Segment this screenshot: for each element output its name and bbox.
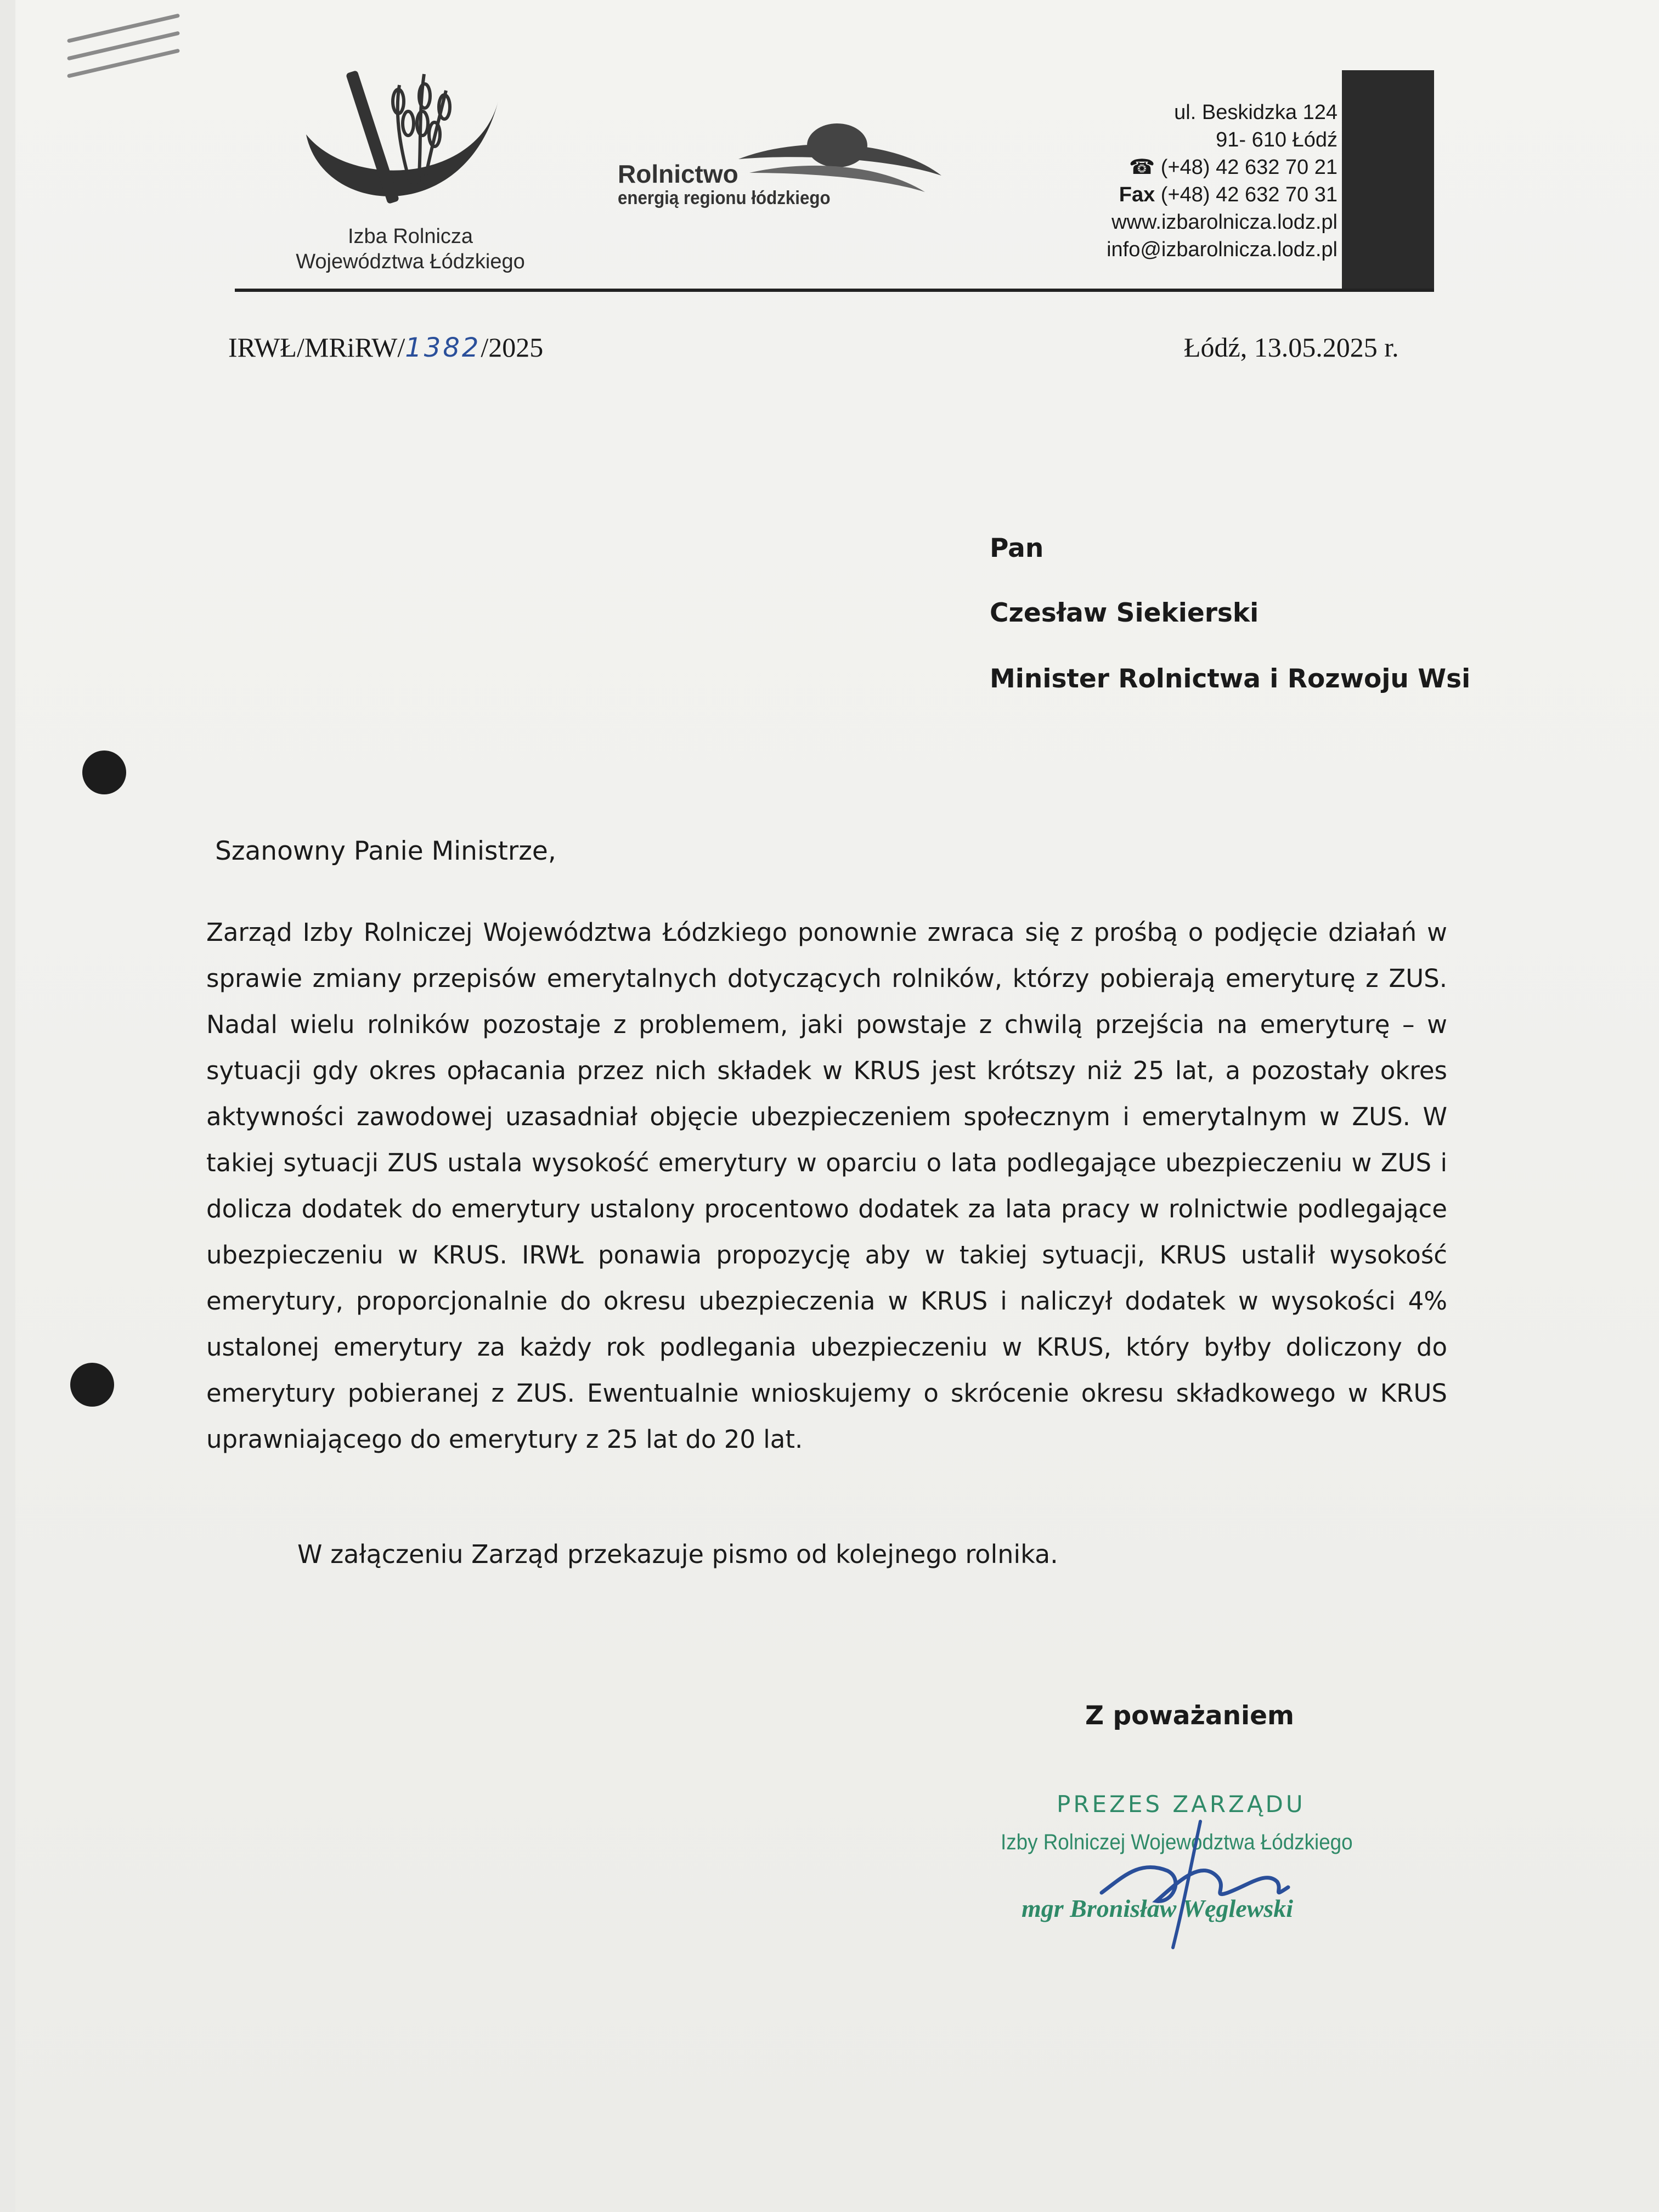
hat-field-logo-icon	[727, 115, 947, 198]
phone-line	[964, 154, 1338, 181]
chamber-name-line2: Województwa Łódzkiego	[296, 250, 525, 273]
campaign-logo	[618, 148, 947, 219]
addressee-name: Czesław Siekierski	[990, 598, 1259, 628]
fax-label: Fax	[1119, 183, 1155, 206]
campaign-title: Rolnictwo	[618, 160, 738, 188]
punch-hole	[70, 1363, 114, 1407]
email: info@izbarolnicza.lodz.pl	[1107, 238, 1338, 261]
addressee-title: Pan	[990, 533, 1044, 563]
closing: Z poważaniem	[1085, 1701, 1295, 1731]
punch-hole	[82, 751, 126, 794]
campaign-subtitle: energią regionu łódzkiego	[618, 188, 831, 208]
reference-suffix: /2025	[481, 332, 544, 363]
fax-line	[964, 181, 1338, 208]
signature-icon	[1091, 1810, 1321, 1953]
fax-number: (+48) 42 632 70 31	[1160, 183, 1338, 206]
letterhead-bar	[1342, 70, 1434, 290]
letter-date: Łódź, 13.05.2025 r.	[1184, 332, 1399, 363]
chamber-name	[257, 224, 564, 274]
reference-handwritten-number: 1382	[405, 332, 481, 363]
contact-block	[964, 99, 1338, 263]
paragraph-attachment: W załączeniu Zarząd przekazuje pismo od kolejnego rolnika.	[297, 1539, 1058, 1569]
paragraph-main: Zarząd Izby Rolniczej Województwa Łódzkiego ponownie zwraca się z prośbą o podjęcie działań w sprawie zmiany przepisów emerytalnych dotyczących rolników, którzy pobierają emeryturę z ZUS. Nadal wielu rolników pozostaje z problemem, jaki powstaje z chwilą przejścia na emeryturę – w sytuacji gdy okres opłacania przez nich składek w KRUS jest krótszy niż 25 lat, a pozostały okres aktywności zawodowej uzasadniał objęcie ubezpieczeniem społecznym i emerytalnym w ZUS. W takiej sytuacji ZUS ustala wysokość emerytury w oparciu o lata podlegające ubezpieczeniu w ZUS i dolicza dodatek do emerytury ustalony procentowo dodatek za lata pracy w rolnictwie podlegające ubezpieczeniu w KRUS. IRWŁ ponawia propozycję aby w takiej sytuacji, KRUS ustalił wysokość emerytury, proporcjonalnie do okresu ubezpieczenia w KRUS i naliczył dodatek w wysokości 4% ustalonej emerytury za każdy rok podlegania ubezpieczeniu w KRUS, który byłby doliczony do emerytury pobieranej z ZUS. Ewentualnie wnioskujemy o skrócenie okresu składkowego w KRUS uprawniającego do emerytury z 25 lat do 20 lat.	[206, 918, 1447, 1454]
phone-number: (+48) 42 632 70 21	[1160, 156, 1338, 179]
stamp-organization: Izby Rolniczej Województwa Łódzkiego	[1001, 1830, 1353, 1854]
reference-number	[228, 331, 543, 363]
street-address: ul. Beskidzka 124	[1174, 101, 1338, 124]
phone-icon: ☎	[1128, 156, 1161, 179]
chamber-logo-icon	[301, 52, 509, 228]
greeting: Szanowny Panie Ministrze,	[215, 836, 556, 866]
chamber-name-line1: Izba Rolnicza	[347, 225, 473, 248]
stamp-title: PREZES ZARZĄDU	[1057, 1791, 1306, 1818]
stamp-name: mgr Bronisław Węglewski	[1022, 1894, 1294, 1922]
addressee-position: Minister Rolnictwa i Rozwoju Wsi	[990, 664, 1471, 694]
postal-code: 91- 610 Łódź	[1216, 128, 1338, 151]
reference-prefix: IRWŁ/MRiRW/	[228, 332, 405, 363]
letter-sheet	[15, 0, 1659, 2212]
website: www.izbarolnicza.lodz.pl	[1111, 211, 1338, 234]
letterhead-rule	[235, 289, 1434, 292]
